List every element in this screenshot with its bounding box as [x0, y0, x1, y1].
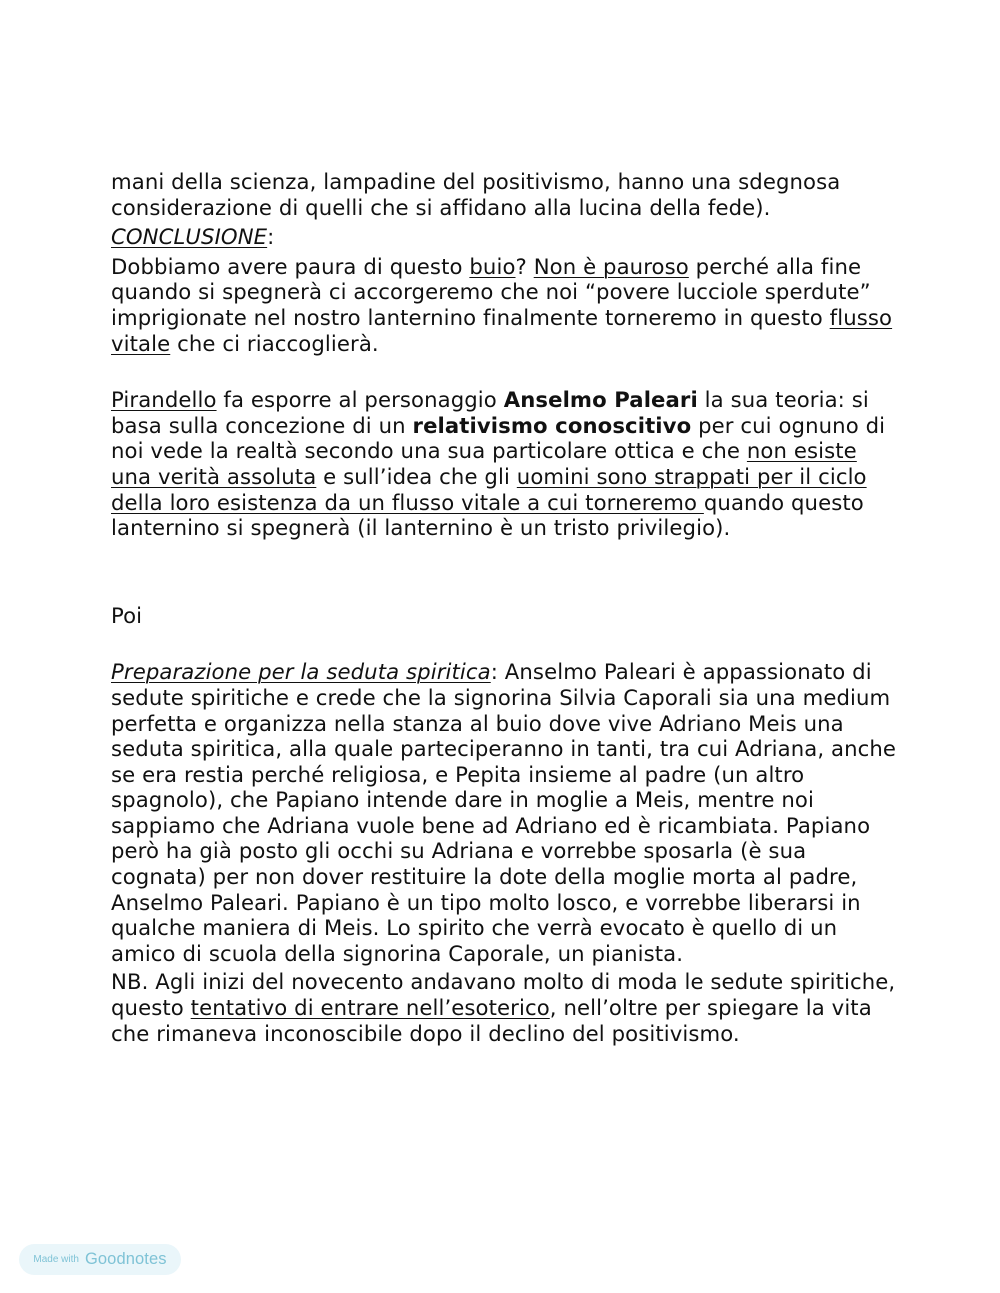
paragraph-seduta — [111, 659, 901, 966]
seduta-heading: Preparazione per la seduta spiritica — [111, 659, 491, 685]
text-run: e sull’idea che gli — [316, 463, 517, 489]
paragraph-poi — [111, 603, 901, 629]
text-run: fa esporre al personaggio — [216, 387, 504, 413]
text-run: quando questo lanternino si spegnerà (il lanternino è un tristo privilegio). — [111, 489, 864, 541]
conclusione-heading-line — [111, 224, 901, 250]
underlined-run: Pirandello — [111, 387, 217, 413]
badge-prefix: Made with — [33, 1254, 79, 1265]
underlined-run: uomini sono strappati per il ciclo della loro esistenza da un flusso vitale a cui torneremo — [111, 463, 867, 515]
text-run: : Anselmo Paleari è appassionato di sedute spiritiche e crede che la signorina Silvia Caporali sia una medium perfetta e organizza nella stanza al buio dove vive Adriano Meis una seduta spiritica, alla quale parteciperanno in tanti, tra cui Adriana, anche se era restia perché religiosa, e Pepita insieme al padre (un altro spagnolo), che Papiano intende dare in moglie a Meis, mentre noi sappiamo che Adriana vuole bene ad Adriano ed è ricambiata. Papiano però ha già posto gli occhi su Adriana e vorrebbe sposarla (è sua cognata) per non dover restituire la dote della moglie morta al padre, Anselmo Paleari. Papiano è un tipo molto losco, e vorrebbe liberarsi in qualche maniera di Meis. Lo spirito che verrà evocato è quello di un amico di scuola della signorina Caporale, un pianista. — [111, 659, 897, 966]
goodnotes-logo: Goodnotes — [84, 1250, 167, 1268]
underlined-run: buio — [469, 253, 516, 279]
paragraph-buio — [111, 254, 901, 356]
text-run: che ci riaccoglierà. — [170, 330, 379, 356]
text-run: Poi — [111, 602, 143, 628]
paragraph-fede — [111, 169, 901, 220]
document-page — [111, 169, 901, 1046]
underlined-run: tentativo di entrare nell’esoterico — [190, 995, 550, 1021]
underlined-run: flusso vitale — [111, 304, 893, 356]
heading-colon: : — [267, 224, 275, 250]
bold-run: relativismo conoscitivo — [412, 412, 692, 438]
bold-run: Anselmo Paleari — [503, 387, 698, 413]
text-run: perché alla fine quando si spegnerà ci accorgeremo che noi “povere lucciole sperdute” imprigionate nel nostro lanternino finalmente torneremo in questo — [111, 253, 871, 330]
conclusione-heading: CONCLUSIONE — [111, 224, 268, 250]
text-run: , nell’oltre per spiegare la vita che rimaneva inconoscibile dopo il declino del positivismo. — [111, 995, 872, 1046]
made-with-goodnotes-badge — [19, 1244, 181, 1275]
paragraph-text: mani della scienza, lampadine del positivismo, hanno una sdegnosa considerazione di quelli che si affidano alla lucina della fede). — [111, 169, 841, 220]
paragraph-pirandello — [111, 387, 901, 541]
underlined-run: non esiste una verità assoluta — [111, 438, 857, 489]
underlined-run: Non è pauroso — [533, 253, 689, 279]
text-run: NB. Agli inizi del novecento andavano molto di moda le sedute spiritiche, questo — [111, 969, 896, 1021]
text-run: Dobbiamo avere paura di questo — [111, 253, 470, 279]
text-run: per cui ognuno di noi vede la realtà secondo una sua particolare ottica e che — [111, 412, 886, 464]
text-run: ? — [515, 253, 534, 279]
paragraph-nb — [111, 969, 901, 1046]
text-run: la sua teoria: si basa sulla concezione di un — [111, 387, 869, 438]
